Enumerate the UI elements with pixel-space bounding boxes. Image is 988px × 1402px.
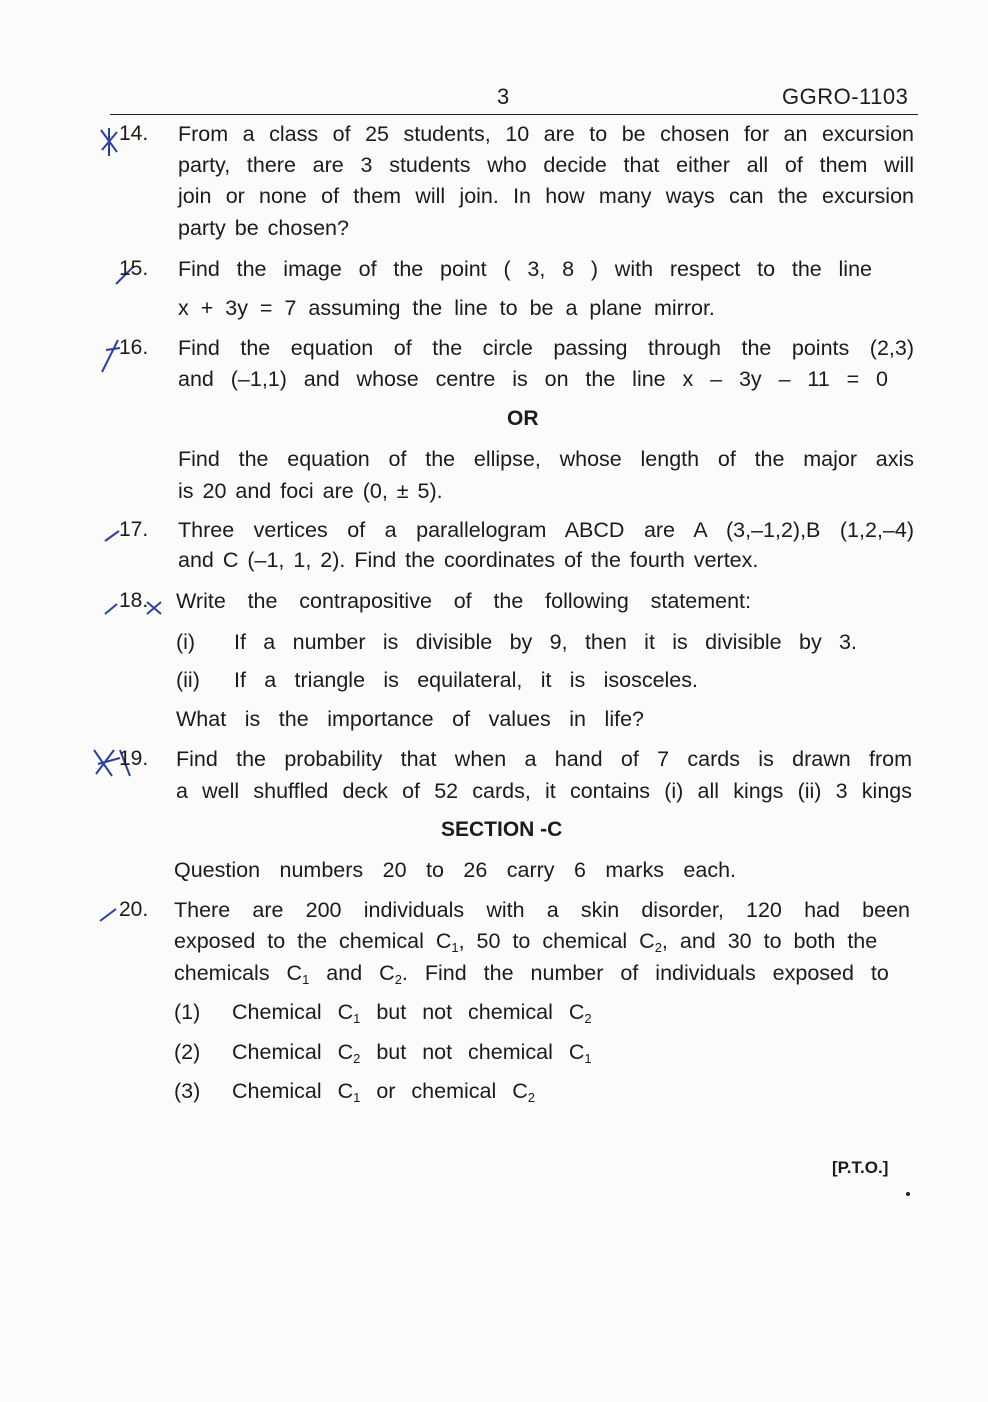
question-text-line: exposed to the chemical $C_1$, 50 to chemical $C_2$, and 30 to both the [174,929,878,955]
question-number: 19. [119,747,149,770]
question-number: 15. [119,257,149,280]
question-text-line: Three vertices of a parallelogram ABCD are A (3,–1,2),B (1,2,–4) [178,518,914,542]
page-number: 3 [497,84,510,109]
question-text-line: Find the image of the point ( 3, 8 ) with respect to the line [178,257,872,281]
question-text-line: Find the equation of the circle passing through the points (2,3) [178,336,914,360]
sub-part-text: Chemical $C_1$ but not chemical $C_2$ [232,1000,592,1026]
question-number: 20. [119,898,149,921]
question-text-line: From a class of 25 students, 10 are to be chosen for an excursion [178,122,914,146]
question-text-line: a well shuffled deck of 52 cards, it contains (i) all kings (ii) 3 kings [176,779,912,803]
question-text-line: x + 3y = 7 assuming the line to be a plane mirror. [178,296,715,320]
section-title: SECTION -C [441,818,563,841]
question-text-line: party be chosen? [178,216,349,240]
question-text-line: What is the importance of values in life? [176,707,644,731]
sub-part-label: (ii) [176,668,200,692]
question-number: 18. [119,589,149,612]
question-number: 14. [119,122,149,145]
question-text-line: chemicals $C_1$ and $C_2$. Find the number of individuals exposed to [174,961,889,987]
ink-dot [906,1192,910,1196]
question-number: 16. [119,336,149,359]
question-text-line: is 20 and foci are (0, ± 5). [178,479,443,503]
sub-part-text: Chemical $C_1$ or chemical $C_2$ [232,1079,535,1105]
question-number: 17. [119,518,149,541]
sub-part-text: If a number is divisible by 9, then it is divisible by 3. [234,630,857,654]
question-text-line: Find the probability that when a hand of 7 cards is drawn from [176,747,912,771]
sub-part-text: If a triangle is equilateral, it is isosceles. [234,668,698,692]
question-text-line: Write the contrapositive of the following statement: [176,589,751,613]
pen-tick-icon [98,905,120,925]
question-text-line: party, there are 3 students who decide that either all of them will [178,153,914,177]
sub-part-label: (2) [174,1040,201,1064]
or-label: OR [507,407,539,430]
section-note: Question numbers 20 to 26 carry 6 marks each. [174,858,736,882]
header-rule [110,114,918,115]
pto-label: [P.T.O.] [832,1158,889,1177]
question-text-line: and (–1,1) and whose centre is on the line x – 3y – 11 = 0 [178,367,888,391]
sub-part-label: (1) [174,1000,201,1024]
paper-code: GGRO-1103 [782,84,909,109]
question-text-line: There are 200 individuals with a skin disorder, 120 had been [174,898,910,922]
sub-part-label: (i) [176,630,196,654]
sub-part-text: Chemical $C_2$ but not chemical $C_1$ [232,1040,592,1066]
sub-part-label: (3) [174,1079,201,1103]
question-text-line: join or none of them will join. In how many ways can the excursion [178,184,914,208]
question-text-line: Find the equation of the ellipse, whose length of the major axis [178,447,914,471]
question-text-line: and C (–1, 1, 2). Find the coordinates of the fourth vertex. [178,548,759,572]
